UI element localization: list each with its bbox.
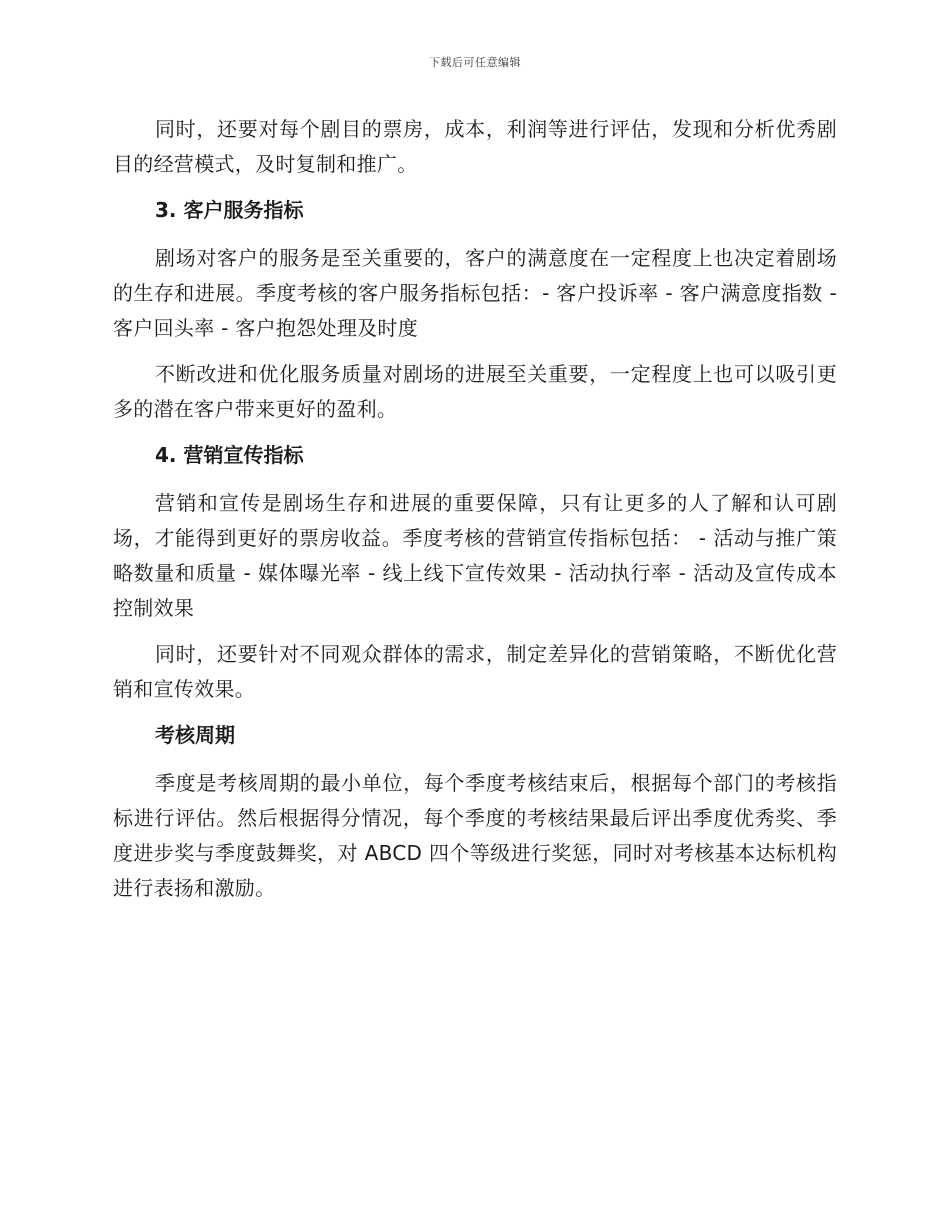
paragraph-customer-service: 剧场对客户的服务是至关重要的，客户的满意度在一定程度上也决定着剧场的生存和进展。季度考核的客户服务指标包括：‐ 客户投诉率 ‐ 客户满意度指数 ‐ 客户回头率 ‐ 客户抱怨处理及时度: [113, 246, 837, 340]
paragraph-assessment-cycle: 季度是考核周期的最小单位，每个季度考核结束后，根据每个部门的考核指标进行评估。然后根据得分情况，每个季度的考核结果最后评出季度优秀奖、季度进步奖与季度鼓舞奖，对 ABCD 四个等级进行奖惩，同时对考核基本达标机构进行表扬和激励。: [113, 771, 837, 900]
document-body: [113, 112, 837, 917]
paragraph-marketing: 营销和宣传是剧场生存和进展的重要保障，只有让更多的人了解和认可剧场，才能得到更好的票房收益。季度考核的营销宣传指标包括： ‐ 活动与推广策略数量和质量 ‐ 媒体曝光率 ‐ 线上线下宣传效果 ‐ 活动执行率 ‐ 活动及宣传成本控制效果: [113, 491, 837, 620]
paragraph-marketing-strategy: 同时，还要针对不同观众群体的需求，制定差异化的营销策略，不断优化营销和宣传效果。: [113, 642, 837, 701]
heading-marketing: 4. 营销宣传指标: [155, 443, 304, 467]
heading-customer-service: 3. 客户服务指标: [155, 198, 304, 222]
paragraph-evaluation: 同时，还要对每个剧目的票房，成本，利润等进行评估，发现和分析优秀剧目的经营模式，及时复制和推广。: [113, 117, 837, 176]
paragraph-service-improvement: 不断改进和优化服务质量对剧场的进展至关重要，一定程度上也可以吸引更多的潜在客户带来更好的盈利。: [113, 362, 837, 421]
header-note: 下载后可任意编辑: [429, 56, 521, 69]
heading-assessment-cycle: 考核周期: [155, 723, 235, 747]
